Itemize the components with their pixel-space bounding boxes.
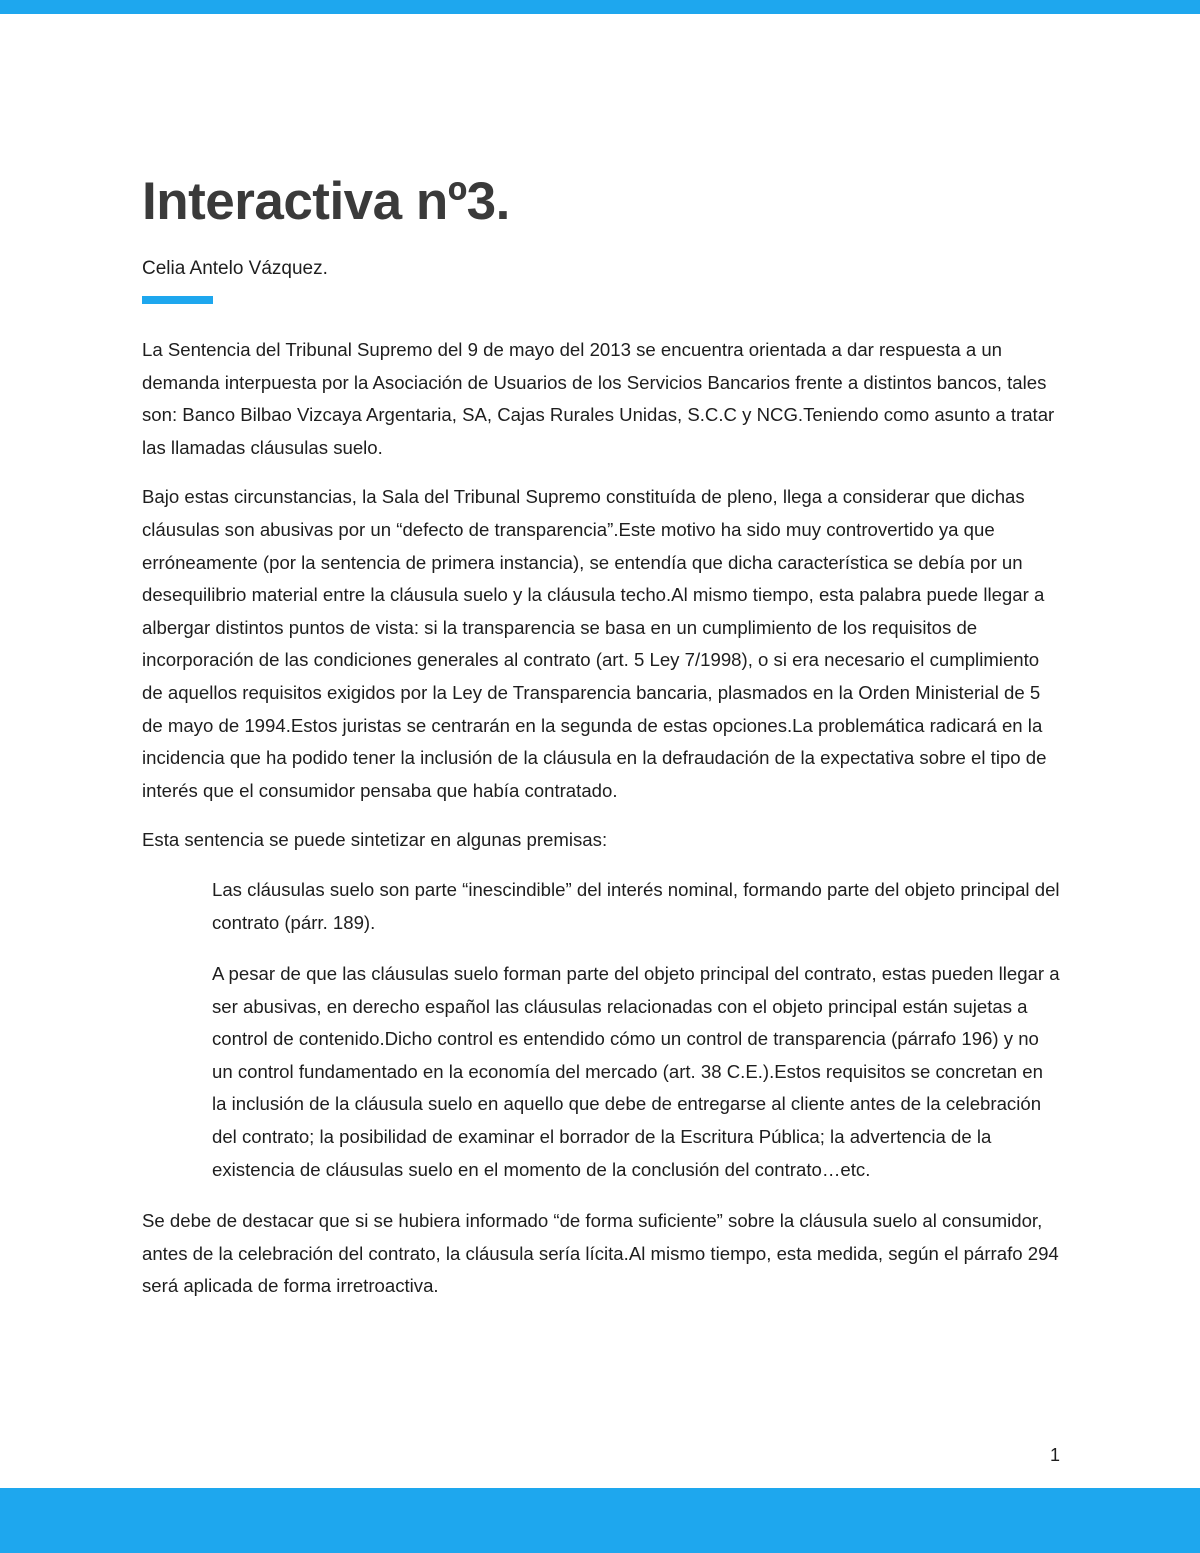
premise-list (212, 874, 1062, 1186)
document-title: Interactiva nº3. (142, 172, 510, 231)
title-accent-divider (142, 296, 213, 304)
paragraph-closing: Se debe de destacar que si se hubiera informado “de forma suficiente” sobre la cláusula suelo al consumidor, antes de la celebración del contrato, la cláusula sería lícita.Al mismo tiempo, esta medida, según el párrafo 294 será aplicada de forma irretroactiva. (142, 1210, 1059, 1297)
paragraph-analysis: Bajo estas circunstancias, la Sala del Tribunal Supremo constituída de pleno, llega a considerar que dichas cláusulas son abusivas por un “defecto de transparencia”.Este motivo ha sido muy controvertido ya que erróneamente (por la sentencia de primera instancia), se entendía que dicha característica se debía por un desequilibrio material entre la cláusula suelo y la cláusula techo.Al mismo tiempo, esta palabra puede llegar a albergar distintos puntos de vista: si la transparencia se basa en un cumplimiento de los requisitos de incorporación de las condiciones generales al contrato (art. 5 Ley 7/1998), o si era necesario el cumplimiento de aquellos requisitos exigidos por la Ley de Transparencia bancaria, plasmados en la Orden Ministerial de 5 de mayo de 1994.Estos juristas se centrarán en la segunda de estas opciones.La problemática radicará en la incidencia que ha podido tener la inclusión de la cláusula en la defraudación de la expectativa sobre el tipo de interés que el consumidor pensaba que había contratado. (142, 486, 1047, 801)
page-number: 1 (1049, 1445, 1060, 1465)
document-body (142, 168, 1062, 1303)
top-accent-bar (0, 0, 1200, 14)
bottom-accent-bar (0, 1488, 1200, 1553)
premise-item: A pesar de que las cláusulas suelo forman parte del objeto principal del contrato, estas pueden llegar a ser abusivas, en derecho español las cláusulas relacionadas con el objeto principal están sujetas a control de contenido.Dicho control es entendido cómo un control de transparencia (párrafo 196) y no un control fundamentado en la economía del mercado (art. 38 C.E.).Estos requisitos se concretan en la inclusión de la cláusula suelo en aquello que debe de entregarse al cliente antes de la celebración del contrato; la posibilidad de examinar el borrador de la Escritura Pública; la advertencia de la existencia de cláusulas suelo en el momento de la conclusión del contrato…etc. (212, 963, 1060, 1180)
premise-item: Las cláusulas suelo son parte “inescindible” del interés nominal, formando parte del objeto principal del contrato (párr. 189). (212, 878, 1060, 933)
paragraph-intro: La Sentencia del Tribunal Supremo del 9 de mayo del 2013 se encuentra orientada a dar respuesta a un demanda interpuesta por la Asociación de Usuarios de los Servicios Bancarios frente a distintos bancos, tales son: Banco Bilbao Vizcaya Argentaria, SA, Cajas Rurales Unidas, S.C.C y NCG.Teniendo como asunto a tratar las llamadas cláusulas suelo. (142, 339, 1055, 458)
document-author: Celia Antelo Vázquez. (142, 258, 328, 279)
paragraph-premises-intro: Esta sentencia se puede sintetizar en algunas premisas: (142, 829, 608, 851)
